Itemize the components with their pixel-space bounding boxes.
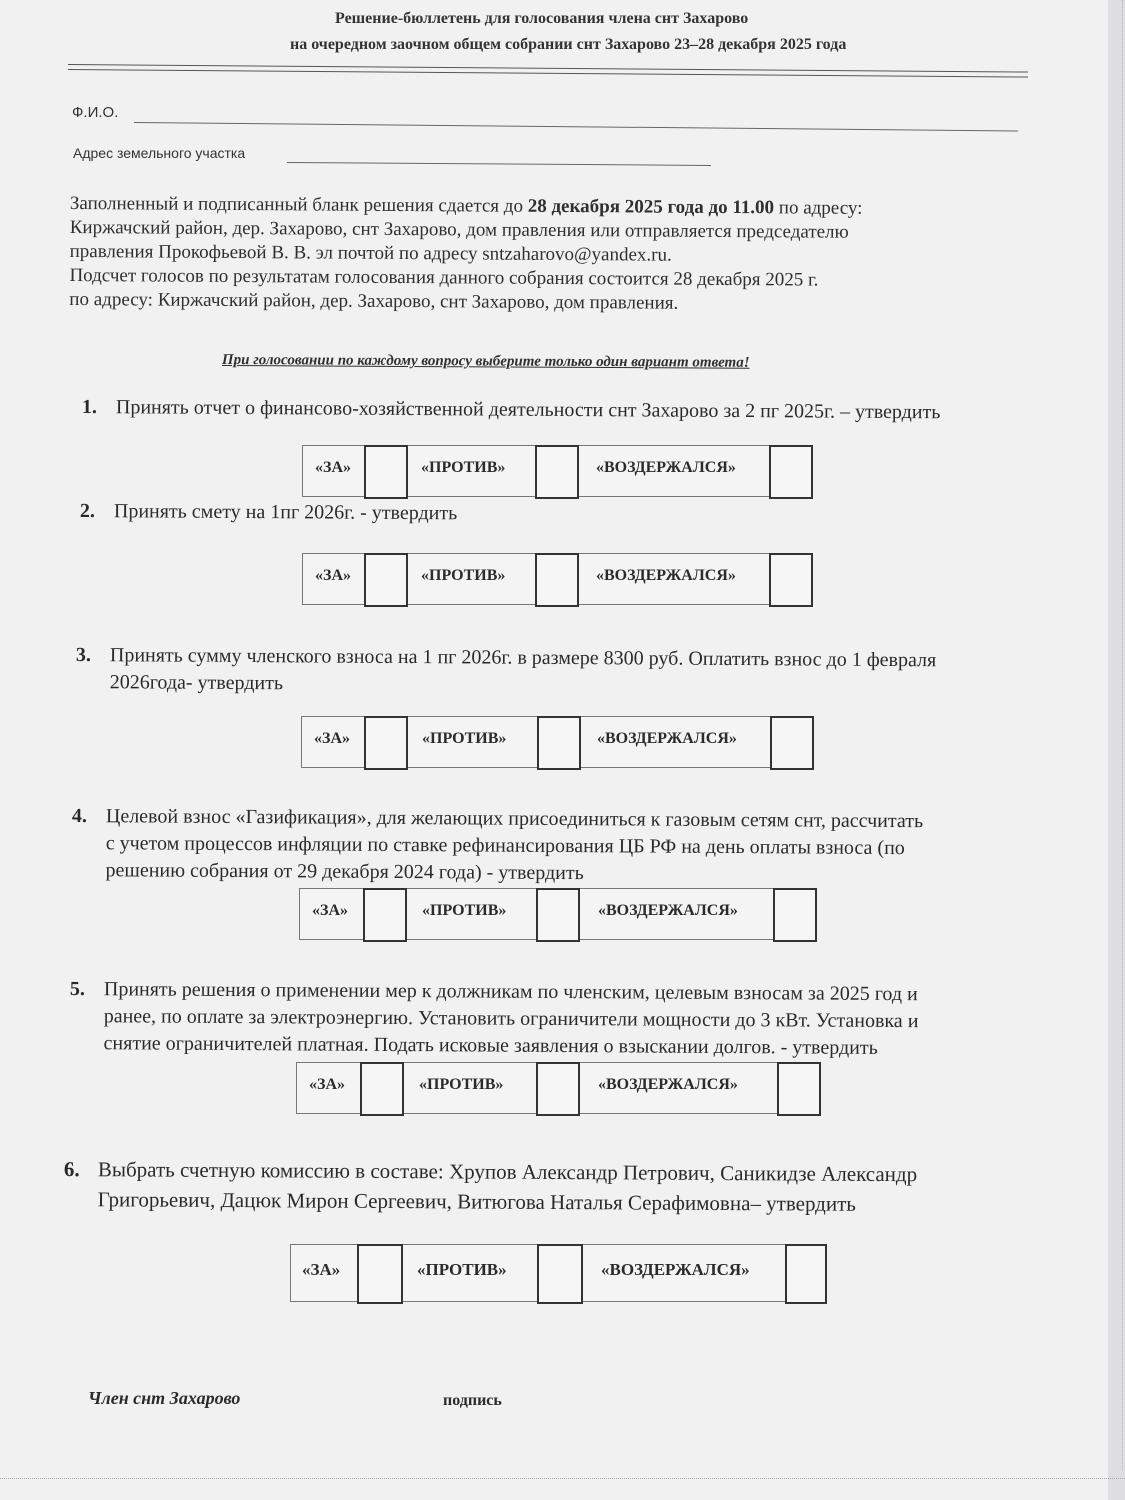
vote-against-label: «ПРОТИВ» (417, 1260, 507, 1279)
vote-for-label: «ЗА» (302, 1260, 341, 1279)
vote-for-checkbox[interactable] (364, 553, 408, 607)
vote-abstain-checkbox[interactable] (785, 1244, 827, 1304)
question-number: 4. (71, 804, 87, 828)
question-text: Выбрать счетную комиссию в составе: Хрупов Александр Петрович, Саникидзе Александр Григорьевич, Дацюк Мирон Сергеевич, Витюгова Наталья Серафимовна– утвердить (97, 1157, 918, 1216)
vote-against-label: «ПРОТИВ» (421, 459, 506, 476)
vote-abstain-label: «ВОЗДЕРЖАЛСЯ» (601, 1260, 750, 1279)
vote-row-4 (299, 888, 813, 940)
intro-line-1: Заполненный и подписанный бланк решения сдается до 28 декабря 2025 года до 11.00 по адресу: (69, 192, 863, 219)
vote-row-3 (301, 716, 810, 768)
question-text: Принять сумму членского взноса на 1 пг 2026г. в размере 8300 руб. Оплатить взнос до 1 февраля 2026года- утвердить (109, 644, 937, 695)
member-label: Член снт Захарово (88, 1388, 241, 1408)
vote-abstain-checkbox[interactable] (770, 716, 814, 770)
vote-row-2 (302, 553, 809, 605)
intro-line-3: правления Прокофьевой В. В. эл почтой по адресу sntzaharovo@yandex.ru. (69, 240, 672, 266)
vote-against-label: «ПРОТИВ» (421, 567, 506, 584)
vote-against-checkbox[interactable] (535, 445, 579, 499)
title-line-2: на очередном заочном общем собрании снт Захарово 23–28 декабря 2025 года (290, 36, 847, 53)
fio-label: Ф.И.О. (72, 104, 119, 121)
vote-for-checkbox[interactable] (360, 1062, 404, 1116)
vote-abstain-checkbox[interactable] (769, 445, 813, 499)
vote-for-checkbox[interactable] (363, 888, 407, 942)
vote-row-1 (302, 445, 809, 497)
question-number: 3. (75, 643, 91, 667)
vote-for-label: «ЗА» (315, 459, 351, 476)
vote-for-checkbox[interactable] (357, 1244, 403, 1304)
vote-against-label: «ПРОТИВ» (419, 1076, 504, 1093)
bottom-tear-line (0, 1478, 1125, 1479)
address-label: Адрес земельного участка (73, 145, 246, 161)
question-text: Принять решения о применении мер к должникам по членским, целевым взносам за 2025 год и ранее, по оплате за электроэнергию. Установить ограничители мощности до 3 кВт. Установка и снятие ограничителей платная. Подать исковые заявления о взыскании долгов. - утвердить (103, 978, 919, 1059)
vote-for-label: «ЗА» (314, 730, 350, 747)
vote-abstain-checkbox[interactable] (777, 1062, 821, 1116)
signature-field[interactable]: подпись (443, 1392, 502, 1409)
question-number: 5. (69, 977, 85, 1001)
question-text: Целевой взнос «Газификация», для желающих присоединиться к газовым сетям снт, рассчитать с учетом процессов инфляции по ставке рефинансирования ЦБ РФ на день оплаты взноса (по решению собрания от 29 декабря 2024 года) - утвердить (105, 805, 924, 885)
question-text: Принять смету на 1пг 2026г. - утвердить (113, 500, 458, 525)
vote-against-checkbox[interactable] (536, 888, 580, 942)
vote-abstain-checkbox[interactable] (769, 553, 813, 607)
vote-for-checkbox[interactable] (364, 445, 408, 499)
vote-abstain-label: «ВОЗДЕРЖАЛСЯ» (598, 902, 738, 919)
vote-abstain-label: «ВОЗДЕРЖАЛСЯ» (598, 1076, 738, 1093)
intro-line-2: Киржачский район, дер. Захарово, снт Захарово, дом правления или отправляется председателю (69, 216, 849, 243)
voting-instruction: При голосовании по каждому вопросу выберите только один вариант ответа! (221, 352, 750, 371)
vote-against-checkbox[interactable] (537, 1244, 583, 1304)
header-double-rule (68, 64, 1028, 78)
perforation-line (1122, 0, 1123, 1470)
vote-against-checkbox[interactable] (535, 553, 579, 607)
question-number: 1. (81, 395, 97, 419)
intro-line-5: по адресу: Киржачский район, дер. Захарово, снт Захарово, дом правления. (69, 288, 679, 314)
vote-abstain-label: «ВОЗДЕРЖАЛСЯ» (597, 730, 737, 747)
vote-against-checkbox[interactable] (536, 1062, 580, 1116)
vote-against-label: «ПРОТИВ» (422, 730, 507, 747)
vote-for-label: «ЗА» (315, 567, 351, 584)
vote-abstain-label: «ВОЗДЕРЖАЛСЯ» (596, 567, 736, 584)
vote-against-label: «ПРОТИВ» (422, 902, 507, 919)
address-field[interactable] (287, 162, 711, 166)
intro-paragraph (69, 192, 1032, 318)
vote-for-label: «ЗА» (309, 1076, 345, 1093)
fio-field[interactable] (134, 122, 1018, 131)
question-number: 2. (79, 499, 95, 523)
title-line-1: Решение-бюллетень для голосования члена снт Захарово (335, 10, 749, 27)
right-margin-strip (1108, 0, 1125, 1500)
vote-abstain-checkbox[interactable] (773, 888, 817, 942)
question-text: Принять отчет о финансово-хозяйственной деятельности снт Захарово за 2 пг 2025г. – утвердить (115, 396, 941, 424)
vote-for-label: «ЗА» (312, 902, 348, 919)
vote-row-6 (290, 1244, 826, 1302)
intro-line-4: Подсчет голосов по результатам голосования данного собрания состоится 28 декабря 2025 г. (69, 264, 819, 291)
vote-against-checkbox[interactable] (537, 716, 581, 770)
question-number: 6. (63, 1157, 80, 1182)
vote-for-checkbox[interactable] (364, 716, 408, 770)
vote-row-5 (296, 1062, 818, 1114)
vote-abstain-label: «ВОЗДЕРЖАЛСЯ» (596, 459, 736, 476)
